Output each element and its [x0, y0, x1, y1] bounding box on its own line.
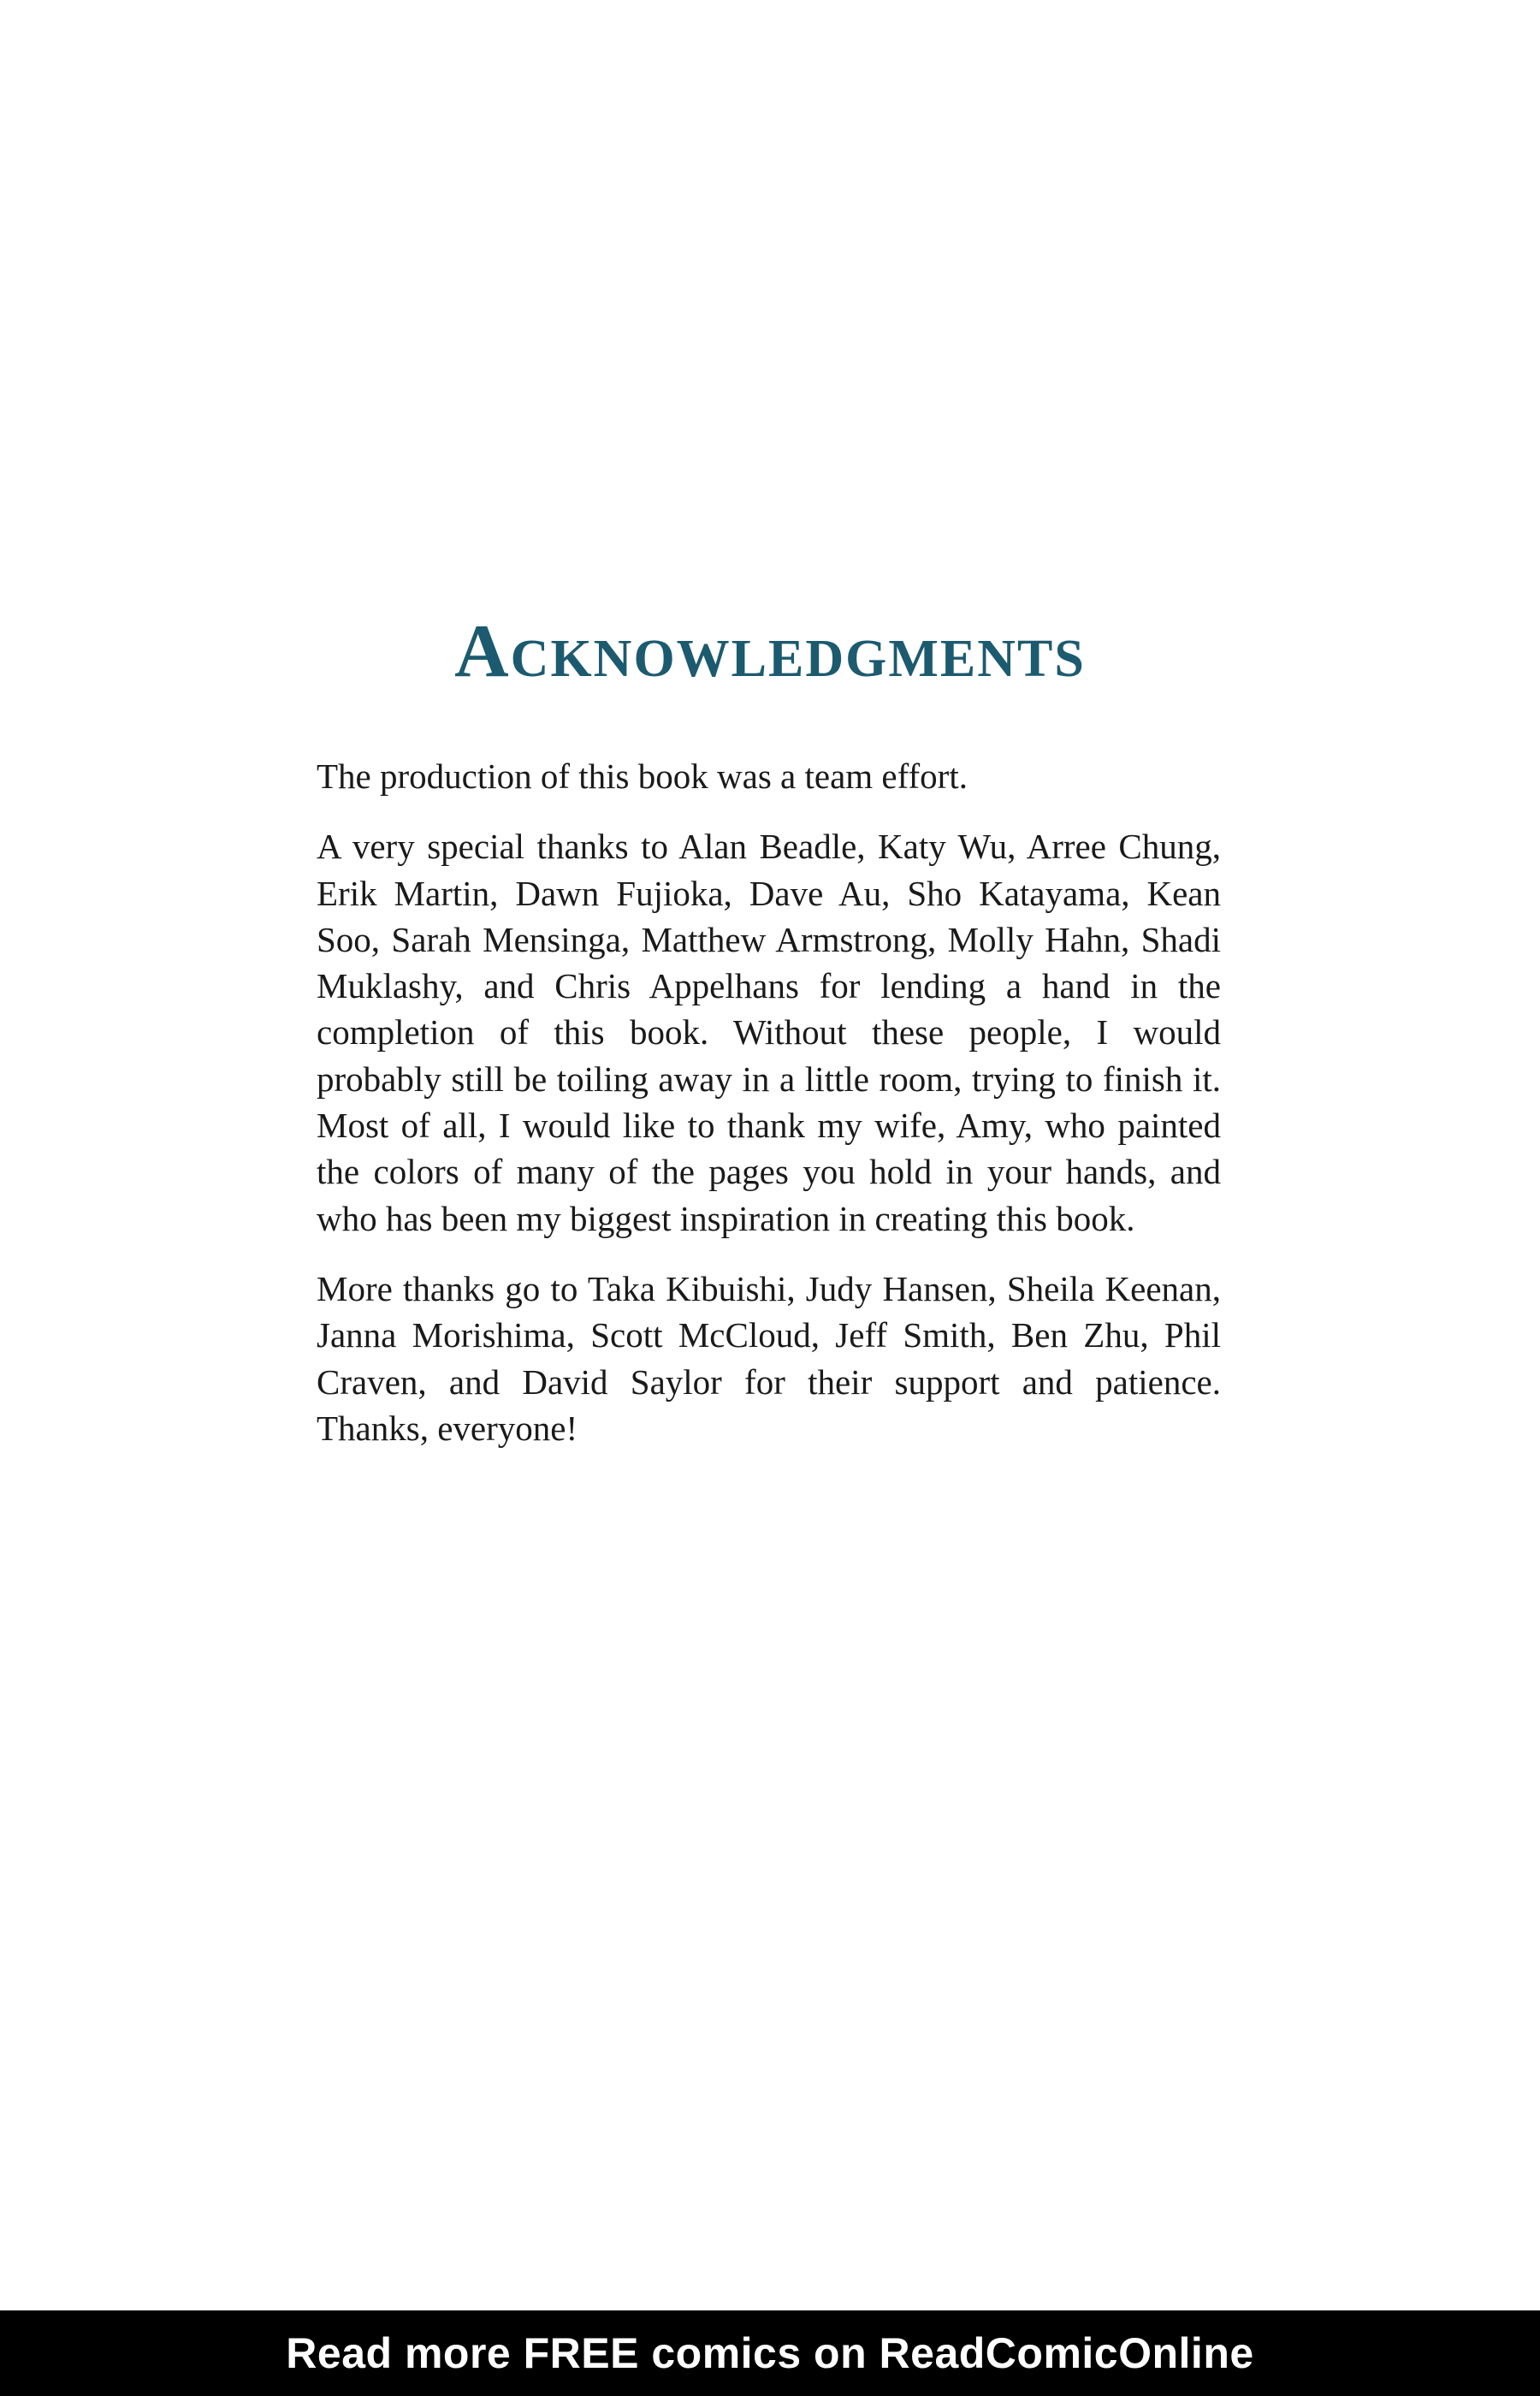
paragraph-more-thanks: More thanks go to Taka Kibuishi, Judy Hansen, Sheila Keenan, Janna Morishima, Scott McCloud, Jeff Smith, Ben Zhu, Phil Craven, and David Saylor for their support and patience. Thanks, everyone!: [317, 1268, 1221, 1448]
paragraph-intro: The production of this book was a team effort.: [317, 756, 968, 796]
footer-banner[interactable]: [0, 2310, 1540, 2396]
acknowledgments-body: [317, 753, 1221, 1475]
paragraph-special-thanks: A very special thanks to Alan Beadle, Katy Wu, Arree Chung, Erik Martin, Dawn Fujioka, Dave Au, Sho Katayama, Kean Soo, Sarah Mensinga, Matthew Armstrong, Molly Hahn, Shadi Muklashy, and Chris Appelhans for lending a hand in the completion of this book. Without these people, I would probably still be toiling away in a little room, trying to finish it. Most of all, I would like to thank my wife, Amy, who painted the colors of many of the pages you hold in your hands, and who has been my biggest inspiration in creating this book.: [317, 827, 1221, 1238]
page-title: Acknowledgments: [454, 610, 1086, 693]
footer-banner-text[interactable]: Read more FREE comics on ReadComicOnline: [286, 2329, 1254, 2377]
